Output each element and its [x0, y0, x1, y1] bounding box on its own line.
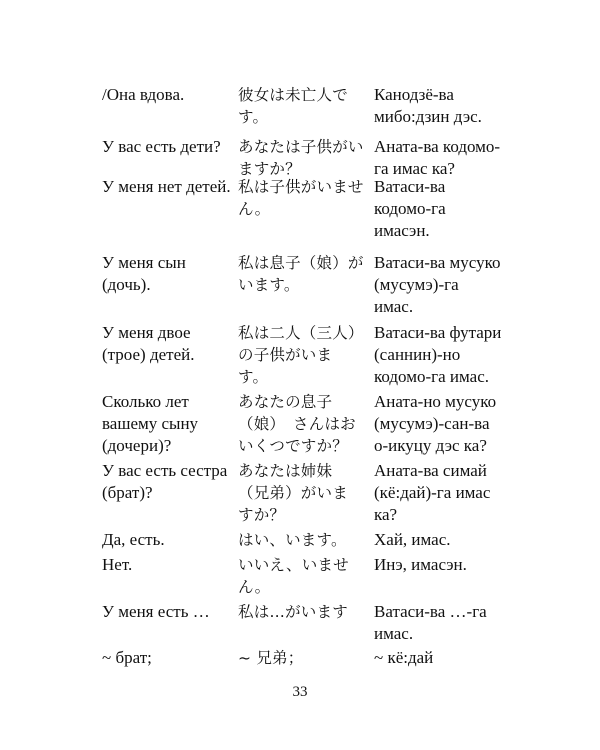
phrase-row — [102, 176, 514, 252]
transliteration: ~ кё:дай — [374, 648, 434, 667]
phrase-row — [102, 460, 514, 529]
japanese-phrase: いいえ、いませ ん。 — [238, 556, 349, 596]
japanese-phrase: ~ 兄弟； — [238, 649, 304, 667]
japanese-phrase: 私は…がいます — [238, 603, 348, 621]
phrase-row — [102, 391, 514, 460]
russian-phrase: У меня двое (трое) детей. — [102, 323, 195, 364]
phrase-row — [102, 136, 514, 176]
japanese-phrase: あなたの息子 （娘） さんはお いくつですか？ — [238, 393, 356, 455]
transliteration: Ватаси-ва мусуко (мусумэ)-га имас. — [374, 253, 501, 316]
phrase-row — [102, 601, 514, 647]
phrase-row — [102, 647, 514, 671]
russian-phrase: ~ брат; — [102, 648, 152, 667]
russian-phrase: /Она вдова. — [102, 85, 185, 104]
japanese-phrase: はい、います。 — [238, 531, 347, 549]
transliteration: Ватаси-ва футари (саннин)-но кодомо-га имас. — [374, 323, 502, 386]
russian-phrase: У меня сын (дочь). — [102, 253, 186, 294]
japanese-phrase: 彼女は未亡人で す。 — [238, 86, 348, 126]
transliteration: Аната-ва кодомо- га имас ка? — [374, 137, 501, 178]
japanese-phrase: 私は二人（三人） の子供がいま す。 — [238, 324, 364, 386]
phrase-row — [102, 322, 514, 391]
phrase-row — [102, 252, 514, 322]
russian-phrase: Сколько лет вашему сыну (дочери)? — [102, 392, 199, 455]
japanese-phrase: あなたは姉妹 （兄弟）がいま すか？ — [238, 462, 348, 524]
phrase-row — [102, 554, 514, 601]
transliteration: Инэ, имасэн. — [374, 555, 467, 574]
russian-phrase: У вас есть сестра (брат)? — [102, 461, 228, 502]
phrase-row — [102, 84, 514, 136]
transliteration: Канодзё-ва мибо:дзин дэс. — [374, 85, 482, 126]
russian-phrase: Нет. — [102, 555, 133, 574]
russian-phrase: У меня есть … — [102, 602, 210, 621]
transliteration: Хай, имас. — [374, 530, 451, 549]
russian-phrase: У вас есть дети? — [102, 137, 221, 156]
japanese-phrase: 私は子供がいませ ん。 — [238, 178, 364, 218]
transliteration: Аната-но мусуко (мусумэ)-сан-ва о-икуцу дэс ка? — [374, 392, 497, 455]
japanese-phrase: あなたは子供がい ますか？ — [238, 138, 364, 178]
japanese-phrase: 私は息子（娘）が います。 — [238, 254, 364, 294]
phrase-row — [102, 529, 514, 554]
phrase-table — [102, 84, 514, 671]
russian-phrase: Да, есть. — [102, 530, 165, 549]
transliteration: Ватаси-ва кодомо-га имасэн. — [374, 177, 446, 240]
transliteration: Ватаси-ва …-га имас. — [374, 602, 487, 643]
transliteration: Аната-ва симай (кё:дай)-га имас ка? — [374, 461, 491, 524]
russian-phrase: У меня нет детей. — [102, 177, 231, 196]
page-number: 33 — [292, 684, 308, 700]
